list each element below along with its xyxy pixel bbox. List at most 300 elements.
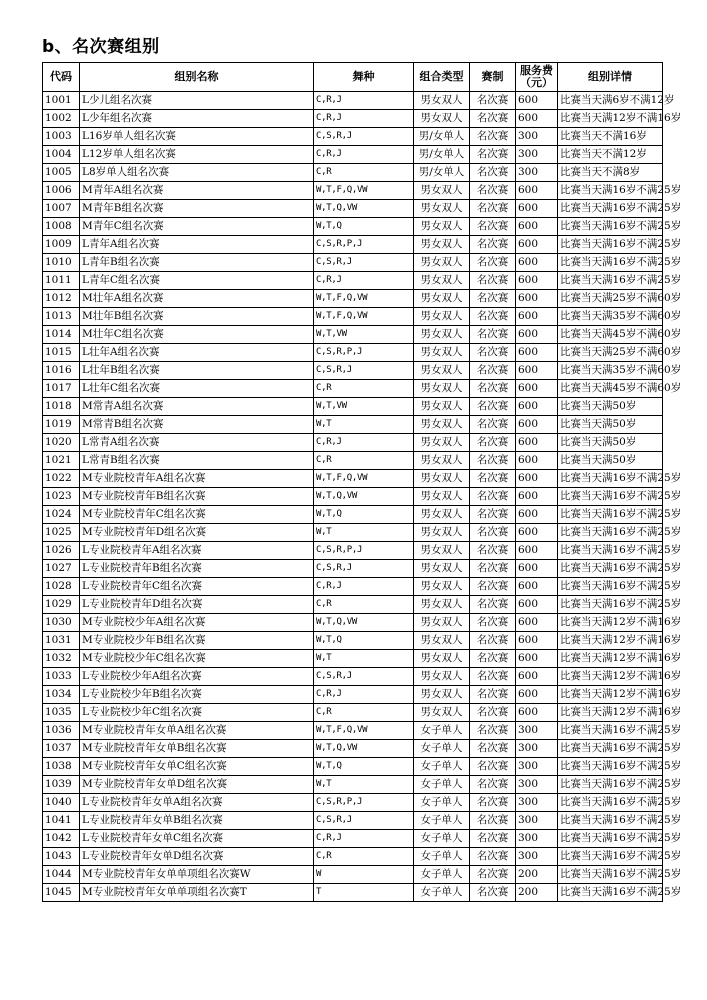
cell-group-name: L专业院校青年B组名次赛: [80, 560, 314, 578]
cell-fee: 300: [516, 164, 558, 182]
cell-code: 1015: [43, 344, 80, 362]
cell-group-name: M专业院校少年A组名次赛: [80, 614, 314, 632]
cell-fee: 600: [516, 632, 558, 650]
cell-fee: 300: [516, 830, 558, 848]
cell-group-name: L专业院校青年女单C组名次赛: [80, 830, 314, 848]
cell-group-name: L16岁单人组名次赛: [80, 128, 314, 146]
cell-format: 名次赛: [470, 182, 516, 200]
cell-format: 名次赛: [470, 650, 516, 668]
cell-group-name: M壮年C组名次赛: [80, 326, 314, 344]
cell-format: 名次赛: [470, 290, 516, 308]
cell-type: 男/女单人: [414, 146, 470, 164]
cell-detail: 比赛当天满16岁不满25岁: [558, 884, 663, 902]
cell-group-name: M专业院校青年女单单项组名次赛W: [80, 866, 314, 884]
table-row: [43, 182, 663, 200]
cell-detail: 比赛当天满16岁不满25岁: [558, 812, 663, 830]
cell-detail: 比赛当天满16岁不满25岁: [558, 470, 663, 488]
cell-group-name: L专业院校青年女单D组名次赛: [80, 848, 314, 866]
cell-fee: 600: [516, 686, 558, 704]
cell-code: 1003: [43, 128, 80, 146]
cell-detail: 比赛当天满35岁不满60岁: [558, 362, 663, 380]
cell-fee: 600: [516, 596, 558, 614]
cell-group-name: L青年C组名次赛: [80, 272, 314, 290]
cell-detail: 比赛当天满35岁不满60岁: [558, 308, 663, 326]
cell-type: 男女双人: [414, 470, 470, 488]
cell-dance: C,S,R,J: [314, 362, 414, 380]
cell-detail: 比赛当天满12岁不满16岁: [558, 614, 663, 632]
cell-code: 1028: [43, 578, 80, 596]
cell-group-name: L专业院校青年女单A组名次赛: [80, 794, 314, 812]
cell-detail: 比赛当天满16岁不满25岁: [558, 830, 663, 848]
cell-format: 名次赛: [470, 344, 516, 362]
cell-fee: 600: [516, 308, 558, 326]
cell-fee: 200: [516, 884, 558, 902]
table-row: [43, 758, 663, 776]
cell-fee: 600: [516, 668, 558, 686]
cell-dance: W,T,F,Q,VW: [314, 308, 414, 326]
cell-group-name: M壮年B组名次赛: [80, 308, 314, 326]
cell-dance: W,T,Q: [314, 632, 414, 650]
cell-fee: 300: [516, 128, 558, 146]
cell-dance: W,T,Q,VW: [314, 488, 414, 506]
cell-format: 名次赛: [470, 776, 516, 794]
table-row: [43, 308, 663, 326]
table-row: [43, 200, 663, 218]
cell-detail: 比赛当天满16岁不满25岁: [558, 182, 663, 200]
table-row: [43, 704, 663, 722]
cell-group-name: M常青A组名次赛: [80, 398, 314, 416]
cell-format: 名次赛: [470, 668, 516, 686]
table-row: [43, 740, 663, 758]
cell-detail: 比赛当天满16岁不满25岁: [558, 488, 663, 506]
cell-code: 1033: [43, 668, 80, 686]
cell-detail: 比赛当天满12岁不满16岁: [558, 668, 663, 686]
cell-detail: 比赛当天满16岁不满25岁: [558, 200, 663, 218]
cell-code: 1043: [43, 848, 80, 866]
cell-group-name: L壮年C组名次赛: [80, 380, 314, 398]
cell-detail: 比赛当天满16岁不满25岁: [558, 740, 663, 758]
table-row: [43, 830, 663, 848]
cell-type: 男女双人: [414, 578, 470, 596]
cell-detail: 比赛当天满12岁不满16岁: [558, 110, 663, 128]
cell-fee: 600: [516, 398, 558, 416]
cell-format: 名次赛: [470, 866, 516, 884]
cell-dance: W,T,Q: [314, 758, 414, 776]
header-type: 组合类型: [414, 63, 470, 92]
cell-code: 1032: [43, 650, 80, 668]
cell-group-name: M专业院校青年C组名次赛: [80, 506, 314, 524]
cell-detail: 比赛当天满16岁不满25岁: [558, 776, 663, 794]
cell-format: 名次赛: [470, 110, 516, 128]
table-row: [43, 452, 663, 470]
cell-format: 名次赛: [470, 146, 516, 164]
cell-code: 1018: [43, 398, 80, 416]
cell-detail: 比赛当天满16岁不满25岁: [558, 272, 663, 290]
cell-group-name: L常青A组名次赛: [80, 434, 314, 452]
cell-code: 1004: [43, 146, 80, 164]
cell-format: 名次赛: [470, 254, 516, 272]
cell-format: 名次赛: [470, 542, 516, 560]
cell-dance: W,T,F,Q,VW: [314, 182, 414, 200]
cell-dance: C,S,R,J: [314, 128, 414, 146]
cell-code: 1013: [43, 308, 80, 326]
cell-fee: 600: [516, 416, 558, 434]
cell-type: 女子单人: [414, 848, 470, 866]
cell-dance: C,S,R,P,J: [314, 542, 414, 560]
cell-group-name: M青年C组名次赛: [80, 218, 314, 236]
cell-fee: 600: [516, 344, 558, 362]
cell-type: 男女双人: [414, 110, 470, 128]
cell-fee: 600: [516, 200, 558, 218]
cell-dance: W,T,VW: [314, 326, 414, 344]
table-row: [43, 722, 663, 740]
cell-fee: 600: [516, 524, 558, 542]
cell-code: 1024: [43, 506, 80, 524]
table-row: [43, 164, 663, 182]
cell-dance: C,S,R,J: [314, 560, 414, 578]
cell-format: 名次赛: [470, 578, 516, 596]
cell-dance: C,R,J: [314, 686, 414, 704]
cell-detail: 比赛当天满12岁不满16岁: [558, 632, 663, 650]
table-row: [43, 434, 663, 452]
cell-detail: 比赛当天满50岁: [558, 416, 663, 434]
cell-code: 1019: [43, 416, 80, 434]
cell-type: 男女双人: [414, 362, 470, 380]
cell-fee: 600: [516, 290, 558, 308]
cell-dance: C,R,J: [314, 434, 414, 452]
cell-code: 1017: [43, 380, 80, 398]
table-row: [43, 254, 663, 272]
cell-detail: 比赛当天不满16岁: [558, 128, 663, 146]
cell-fee: 600: [516, 182, 558, 200]
cell-type: 女子单人: [414, 830, 470, 848]
cell-type: 男女双人: [414, 308, 470, 326]
cell-format: 名次赛: [470, 200, 516, 218]
cell-group-name: M常青B组名次赛: [80, 416, 314, 434]
cell-format: 名次赛: [470, 506, 516, 524]
cell-group-name: L专业院校少年B组名次赛: [80, 686, 314, 704]
cell-type: 男女双人: [414, 632, 470, 650]
cell-fee: 600: [516, 218, 558, 236]
cell-code: 1035: [43, 704, 80, 722]
cell-detail: 比赛当天满16岁不满25岁: [558, 596, 663, 614]
cell-type: 女子单人: [414, 812, 470, 830]
cell-code: 1016: [43, 362, 80, 380]
table-body: [43, 92, 682, 902]
cell-code: 1022: [43, 470, 80, 488]
table-row: [43, 506, 663, 524]
table-row: [43, 326, 663, 344]
cell-format: 名次赛: [470, 596, 516, 614]
table-row: [43, 614, 663, 632]
table-row: [43, 398, 663, 416]
table-row: [43, 524, 663, 542]
cell-fee: 600: [516, 650, 558, 668]
cell-dance: C,R,J: [314, 578, 414, 596]
cell-group-name: M专业院校青年A组名次赛: [80, 470, 314, 488]
cell-dance: C,R: [314, 380, 414, 398]
cell-fee: 600: [516, 578, 558, 596]
cell-format: 名次赛: [470, 92, 516, 110]
cell-dance: W,T,Q: [314, 506, 414, 524]
cell-dance: C,R: [314, 848, 414, 866]
cell-group-name: L少年组名次赛: [80, 110, 314, 128]
cell-dance: T: [314, 884, 414, 902]
cell-fee: 600: [516, 380, 558, 398]
cell-dance: W,T,F,Q,VW: [314, 470, 414, 488]
cell-type: 男女双人: [414, 506, 470, 524]
cell-type: 女子单人: [414, 776, 470, 794]
table-row: [43, 488, 663, 506]
cell-group-name: L专业院校青年女单B组名次赛: [80, 812, 314, 830]
cell-type: 男女双人: [414, 344, 470, 362]
cell-detail: 比赛当天满16岁不满25岁: [558, 722, 663, 740]
cell-detail: 比赛当天满50岁: [558, 452, 663, 470]
cell-type: 男女双人: [414, 92, 470, 110]
cell-type: 男女双人: [414, 542, 470, 560]
cell-fee: 300: [516, 776, 558, 794]
cell-detail: 比赛当天满16岁不满25岁: [558, 236, 663, 254]
cell-type: 女子单人: [414, 740, 470, 758]
table-row: [43, 668, 663, 686]
cell-type: 男女双人: [414, 560, 470, 578]
cell-code: 1001: [43, 92, 80, 110]
cell-type: 男女双人: [414, 182, 470, 200]
cell-detail: 比赛当天满25岁不满60岁: [558, 344, 663, 362]
cell-code: 1023: [43, 488, 80, 506]
cell-detail: 比赛当天满16岁不满25岁: [558, 542, 663, 560]
cell-group-name: M青年A组名次赛: [80, 182, 314, 200]
cell-dance: W,T,VW: [314, 398, 414, 416]
cell-dance: C,R: [314, 596, 414, 614]
cell-type: 男女双人: [414, 272, 470, 290]
cell-group-name: M专业院校少年B组名次赛: [80, 632, 314, 650]
cell-type: 男女双人: [414, 200, 470, 218]
cell-format: 名次赛: [470, 416, 516, 434]
cell-group-name: M专业院校青年女单B组名次赛: [80, 740, 314, 758]
cell-dance: W,T: [314, 416, 414, 434]
header-code: 代码: [43, 63, 80, 92]
cell-format: 名次赛: [470, 848, 516, 866]
cell-detail: 比赛当天满16岁不满25岁: [558, 218, 663, 236]
cell-dance: W,T,F,Q,VW: [314, 290, 414, 308]
cell-type: 男女双人: [414, 686, 470, 704]
cell-type: 女子单人: [414, 722, 470, 740]
cell-format: 名次赛: [470, 380, 516, 398]
cell-fee: 600: [516, 92, 558, 110]
cell-detail: 比赛当天满25岁不满60岁: [558, 290, 663, 308]
cell-fee: 300: [516, 848, 558, 866]
cell-detail: 比赛当天满45岁不满60岁: [558, 380, 663, 398]
cell-code: 1042: [43, 830, 80, 848]
cell-group-name: M专业院校青年D组名次赛: [80, 524, 314, 542]
page-title: b、名次赛组别: [42, 37, 160, 57]
cell-dance: W,T,Q: [314, 218, 414, 236]
cell-dance: C,R: [314, 452, 414, 470]
cell-detail: 比赛当天满6岁不满12岁: [558, 92, 663, 110]
cell-code: 1040: [43, 794, 80, 812]
cell-group-name: L专业院校青年A组名次赛: [80, 542, 314, 560]
competition-groups-table: [42, 62, 682, 902]
cell-fee: 600: [516, 488, 558, 506]
table-row: [43, 596, 663, 614]
cell-format: 名次赛: [470, 308, 516, 326]
cell-dance: C,R,J: [314, 830, 414, 848]
cell-fee: 600: [516, 326, 558, 344]
cell-code: 1041: [43, 812, 80, 830]
cell-format: 名次赛: [470, 704, 516, 722]
table-row: [43, 560, 663, 578]
cell-type: 男女双人: [414, 218, 470, 236]
cell-fee: 600: [516, 470, 558, 488]
cell-dance: C,R,J: [314, 92, 414, 110]
table-row: [43, 236, 663, 254]
cell-detail: 比赛当天满12岁不满16岁: [558, 650, 663, 668]
cell-code: 1020: [43, 434, 80, 452]
cell-fee: 600: [516, 452, 558, 470]
cell-code: 1010: [43, 254, 80, 272]
cell-group-name: M专业院校青年女单C组名次赛: [80, 758, 314, 776]
cell-code: 1005: [43, 164, 80, 182]
cell-code: 1038: [43, 758, 80, 776]
cell-code: 1037: [43, 740, 80, 758]
cell-format: 名次赛: [470, 722, 516, 740]
table-row: [43, 380, 663, 398]
cell-dance: C,S,R,J: [314, 812, 414, 830]
cell-dance: C,S,R,J: [314, 254, 414, 272]
cell-fee: 300: [516, 740, 558, 758]
cell-fee: 600: [516, 506, 558, 524]
cell-group-name: L专业院校少年C组名次赛: [80, 704, 314, 722]
cell-type: 男/女单人: [414, 128, 470, 146]
cell-fee: 300: [516, 812, 558, 830]
cell-type: 女子单人: [414, 884, 470, 902]
cell-group-name: M专业院校青年B组名次赛: [80, 488, 314, 506]
cell-dance: C,S,R,P,J: [314, 344, 414, 362]
table-row: [43, 812, 663, 830]
cell-dance: C,S,R,P,J: [314, 236, 414, 254]
cell-format: 名次赛: [470, 614, 516, 632]
cell-fee: 300: [516, 722, 558, 740]
cell-detail: 比赛当天满16岁不满25岁: [558, 794, 663, 812]
cell-type: 男女双人: [414, 380, 470, 398]
table-row: [43, 344, 663, 362]
header-fee: 服务费（元）: [516, 63, 558, 92]
cell-code: 1009: [43, 236, 80, 254]
cell-code: 1044: [43, 866, 80, 884]
cell-detail: 比赛当天满16岁不满25岁: [558, 254, 663, 272]
cell-code: 1011: [43, 272, 80, 290]
cell-code: 1034: [43, 686, 80, 704]
cell-fee: 600: [516, 272, 558, 290]
cell-format: 名次赛: [470, 794, 516, 812]
cell-detail: 比赛当天满16岁不满25岁: [558, 506, 663, 524]
cell-dance: W,T: [314, 524, 414, 542]
cell-dance: W,T,Q,VW: [314, 740, 414, 758]
cell-code: 1027: [43, 560, 80, 578]
cell-format: 名次赛: [470, 830, 516, 848]
cell-detail: 比赛当天满16岁不满25岁: [558, 758, 663, 776]
table-row: [43, 650, 663, 668]
cell-code: 1025: [43, 524, 80, 542]
table-row: [43, 92, 663, 110]
cell-fee: 600: [516, 560, 558, 578]
cell-type: 男女双人: [414, 398, 470, 416]
cell-format: 名次赛: [470, 488, 516, 506]
table-row: [43, 794, 663, 812]
cell-dance: C,R,J: [314, 146, 414, 164]
cell-group-name: L少儿组名次赛: [80, 92, 314, 110]
header-dance: 舞种: [314, 63, 414, 92]
table-row: [43, 776, 663, 794]
cell-format: 名次赛: [470, 128, 516, 146]
cell-group-name: M专业院校青年女单D组名次赛: [80, 776, 314, 794]
cell-format: 名次赛: [470, 632, 516, 650]
cell-format: 名次赛: [470, 164, 516, 182]
cell-format: 名次赛: [470, 884, 516, 902]
cell-group-name: L专业院校少年A组名次赛: [80, 668, 314, 686]
cell-format: 名次赛: [470, 236, 516, 254]
cell-group-name: L壮年B组名次赛: [80, 362, 314, 380]
cell-type: 女子单人: [414, 866, 470, 884]
cell-code: 1031: [43, 632, 80, 650]
cell-group-name: M专业院校少年C组名次赛: [80, 650, 314, 668]
cell-type: 男女双人: [414, 290, 470, 308]
cell-format: 名次赛: [470, 326, 516, 344]
cell-detail: 比赛当天满50岁: [558, 398, 663, 416]
table-row: [43, 884, 663, 902]
cell-format: 名次赛: [470, 812, 516, 830]
cell-group-name: L12岁单人组名次赛: [80, 146, 314, 164]
table-row: [43, 110, 663, 128]
cell-detail: 比赛当天不满8岁: [558, 164, 663, 182]
table-row: [43, 272, 663, 290]
cell-dance: C,S,R,P,J: [314, 794, 414, 812]
cell-type: 男女双人: [414, 650, 470, 668]
cell-code: 1021: [43, 452, 80, 470]
cell-type: 男女双人: [414, 524, 470, 542]
cell-dance: C,R: [314, 164, 414, 182]
header-detail: 组别详情: [558, 63, 663, 92]
cell-fee: 600: [516, 110, 558, 128]
cell-code: 1036: [43, 722, 80, 740]
table-header-row: [43, 63, 663, 92]
cell-format: 名次赛: [470, 272, 516, 290]
cell-format: 名次赛: [470, 740, 516, 758]
cell-dance: C,R,J: [314, 110, 414, 128]
cell-detail: 比赛当天满50岁: [558, 434, 663, 452]
cell-type: 男女双人: [414, 452, 470, 470]
table-row: [43, 686, 663, 704]
cell-format: 名次赛: [470, 758, 516, 776]
cell-fee: 200: [516, 866, 558, 884]
cell-type: 男女双人: [414, 416, 470, 434]
cell-code: 1002: [43, 110, 80, 128]
cell-code: 1030: [43, 614, 80, 632]
cell-type: 男女双人: [414, 614, 470, 632]
cell-fee: 600: [516, 362, 558, 380]
cell-detail: 比赛当天满12岁不满16岁: [558, 686, 663, 704]
cell-format: 名次赛: [470, 560, 516, 578]
table-row: [43, 848, 663, 866]
table-row: [43, 416, 663, 434]
cell-fee: 600: [516, 254, 558, 272]
cell-dance: W,T,Q,VW: [314, 200, 414, 218]
cell-fee: 300: [516, 794, 558, 812]
cell-code: 1029: [43, 596, 80, 614]
cell-type: 女子单人: [414, 758, 470, 776]
cell-format: 名次赛: [470, 452, 516, 470]
